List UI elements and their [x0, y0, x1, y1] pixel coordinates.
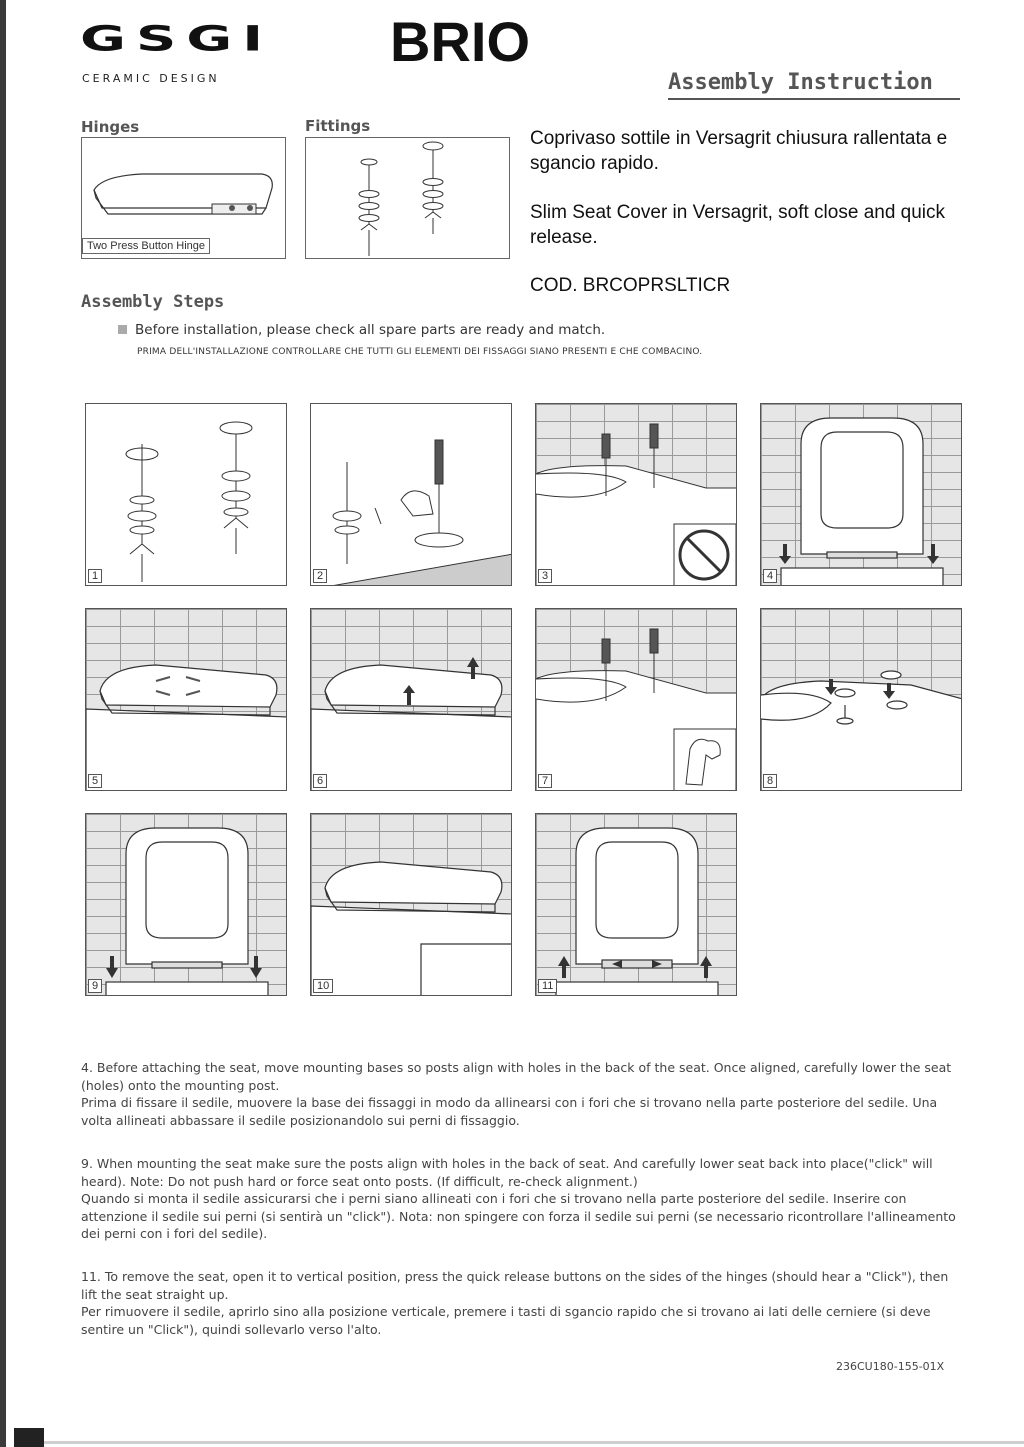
bullet-icon: [118, 325, 127, 334]
pre-install-note-en: [118, 322, 605, 338]
document-title: Assembly Instruction: [668, 70, 933, 95]
description-english: Slim Seat Cover in Versagrit, soft close and quick release.: [530, 202, 946, 248]
step-number: 3: [538, 569, 552, 583]
instruction-step-9: [81, 1155, 957, 1243]
fittings-box: [305, 137, 510, 259]
step-4-illustration: [761, 404, 962, 586]
pre-install-note-en-text: Before installation, please check all spare parts are ready and match.: [135, 322, 606, 338]
brand-subtitle: CERAMIC DESIGN: [82, 72, 220, 85]
instruction-step-11: [81, 1268, 957, 1338]
scan-corner-mark: [14, 1428, 44, 1447]
step-number: 1: [88, 569, 102, 583]
header-rule: [668, 98, 960, 100]
hinge-caption: Two Press Button Hinge: [82, 238, 210, 254]
step-panel-5: [85, 608, 287, 791]
step-panel-8: [760, 608, 962, 791]
step-number: 8: [763, 774, 777, 788]
product-code: COD. BRCOPRSLTICR: [530, 275, 731, 296]
step-10-illustration: [311, 814, 512, 996]
step-panel-11: [535, 813, 737, 996]
step-number: 2: [313, 569, 327, 583]
step-8-illustration: [761, 609, 962, 791]
brand-logo: GSGI: [80, 18, 274, 60]
step-4-text-it: Prima di fissare il sedile, muovere la base dei fissaggi in modo da allinearsi con i fori che si trovano nella parte posteriore del sedile. Una volta allineati abbassare il sedile posizionandolo sui perni di fissaggio.: [81, 1095, 938, 1128]
fittings-label: Fittings: [305, 117, 371, 135]
step-9-text-it: Quando si monta il sedile assicurarsi che i perni siano allineati con i fori che si trovano nella parte posteriore del sedile. Inserire con attenzione il sedile sui perni (si sentirà un "click"). Nota: non spingere con forza il sedile sui perni (se necessario ricontrollare l'allineamento dei perni con i fori del sedile).: [81, 1191, 956, 1241]
step-6-illustration: [311, 609, 512, 791]
step-number: 11: [538, 979, 557, 993]
document-code: 236CU180-155-01X: [836, 1360, 945, 1373]
step-2-illustration: [311, 404, 512, 586]
step-panel-7: [535, 608, 737, 791]
step-4-text-en: 4. Before attaching the seat, move mounting bases so posts align with holes in the back of the seat. Once aligned, carefully lower the seat (holes) onto the mounting post.: [81, 1060, 952, 1093]
hinges-label: Hinges: [81, 118, 140, 136]
instruction-step-4: [81, 1059, 957, 1129]
scan-edge: [0, 0, 6, 1447]
step-3-illustration: [536, 404, 737, 586]
step-number: 6: [313, 774, 327, 788]
product-title: BRIO: [390, 10, 530, 73]
scan-bottom-edge: [44, 1441, 1024, 1444]
step-number: 9: [88, 979, 102, 993]
step-11-illustration: [536, 814, 737, 996]
step-9-illustration: [86, 814, 287, 996]
description-italian: Coprivaso sottile in Versagrit chiusura rallentata e sgancio rapido.: [530, 128, 948, 174]
step-11-text-en: 11. To remove the seat, open it to vertical position, press the quick release buttons on the sides of the hinges (should hear a "Click"), then lift the seat straight up.: [81, 1269, 949, 1302]
step-number: 7: [538, 774, 552, 788]
step-panel-1: [85, 403, 287, 586]
step-1-illustration: [86, 404, 287, 586]
step-panel-6: [310, 608, 512, 791]
assembly-steps-title: Assembly Steps: [81, 292, 225, 312]
step-7-illustration: [536, 609, 737, 791]
fittings-illustration: [306, 138, 511, 260]
step-number: 4: [763, 569, 777, 583]
step-number: 10: [313, 979, 333, 993]
step-number: 5: [88, 774, 102, 788]
step-9-text-en: 9. When mounting the seat make sure the posts align with holes in the back of seat. And carefully lower seat back into place("click" will heard). Note: Do not push hard or force seat onto posts. (If difficult, re-check alignment.): [81, 1156, 933, 1189]
step-panel-2: [310, 403, 512, 586]
step-panel-9: [85, 813, 287, 996]
step-panel-10: [310, 813, 512, 996]
step-11-text-it: Per rimuovere il sedile, aprirlo sino alla posizione verticale, premere i tasti di sgancio rapido che si trovano ai lati delle cerniere (si deve sentire un "Click"), quindi sollevarlo verso l'alto.: [81, 1304, 931, 1337]
step-panel-4: [760, 403, 962, 586]
step-5-illustration: [86, 609, 287, 791]
pre-install-note-it: PRIMA DELL'INSTALLAZIONE CONTROLLARE CHE TUTTI GLI ELEMENTI DEI FISSAGGI SIANO PRESENTI E CHE COMBACINO.: [137, 347, 703, 357]
step-panel-3: [535, 403, 737, 586]
